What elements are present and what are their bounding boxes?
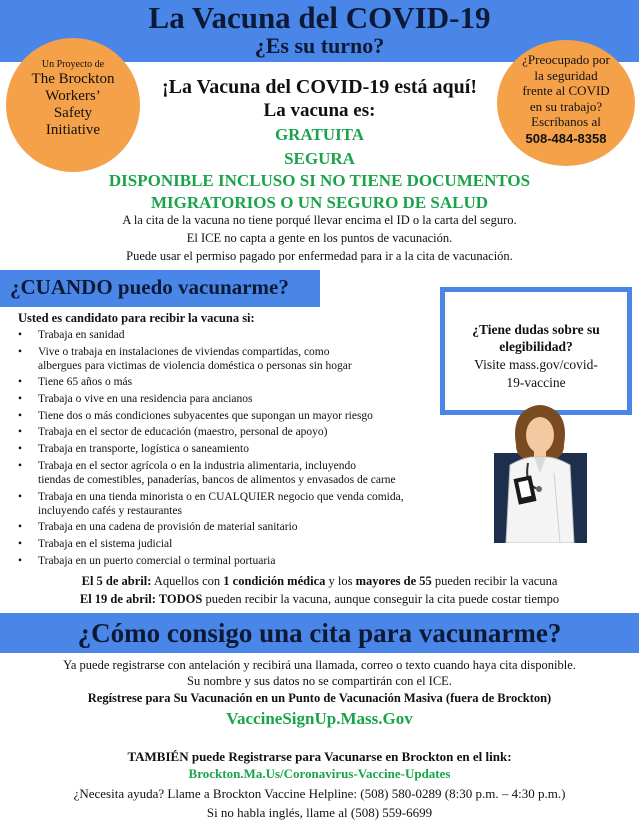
april-5-line <box>0 573 639 589</box>
april-5-text: y los <box>325 574 356 588</box>
vaccine-here-headline: ¡La Vacuna del COVID-19 está aquí! <box>161 76 478 98</box>
page-subtitle: ¿Es su turno? <box>254 33 385 58</box>
april-5-condition: 1 condición médica <box>223 574 326 588</box>
april-5-date: El 5 de abril: <box>81 574 152 588</box>
april-19-everyone: TODOS <box>155 592 203 606</box>
criteria-text: • Tiene dos o más condiciones subyacentes que supongan un mayor riesgo <box>38 409 373 422</box>
project-line: Workers’ <box>45 88 101 104</box>
helpline-note: ¿Necesita ayuda? Llame a Brockton Vaccine Helpline: (508) 580-0289 (8:30 p.m. – 4:30 p.m.) <box>73 786 566 801</box>
list-item <box>18 490 488 518</box>
available-line-2: MIGRATORIOS O UN SEGURO DE SALUD <box>150 193 489 212</box>
criteria-list <box>18 328 488 570</box>
brockton-link[interactable]: Brockton.Ma.Us/Coronavirus-Vaccine-Updates <box>188 766 451 781</box>
candidate-title: Usted es candidato para recibir la vacuna si: <box>18 311 255 325</box>
vaccine-is-label: La vacuna es: <box>263 100 376 121</box>
list-item <box>18 425 488 439</box>
contact-line: ¿Preocupado por <box>522 52 610 67</box>
sick-leave-note: Puede usar el permiso pagado por enfermedad para ir a la cita de vacunación. <box>126 249 513 263</box>
available-line-1: DISPONIBLE INCLUSO SI NO TIENE DOCUMENTOS <box>108 171 531 190</box>
list-item <box>18 375 488 389</box>
stethoscope-bell-icon <box>536 486 542 492</box>
april-19-text: pueden recibir la vacuna, aunque conseguir la cita puede costar tiempo <box>202 592 560 606</box>
preregister-note: Ya puede registrarse con antelación y recibirá una llamada, correo o texto cuando haya cita disponible. <box>63 658 576 672</box>
april-5-age: mayores de 55 <box>355 574 432 588</box>
project-line: The Brockton <box>31 71 115 87</box>
contact-line: la seguridad <box>534 67 598 83</box>
criteria-text: • Trabaja en una tienda minorista o en CUALQUIER negocio que venda comida, <box>38 490 404 503</box>
doctor-illustration <box>494 393 587 543</box>
list-item <box>18 442 488 456</box>
contact-line: frente al COVID <box>522 83 610 98</box>
contact-line: en su trabajo? <box>529 98 603 114</box>
page-title: La Vacuna del COVID-19 <box>148 0 491 35</box>
april-19-date: El 19 de abril: <box>79 592 156 606</box>
ice-note: El ICE no capta a gente en los puntos de vacunación. <box>186 231 453 245</box>
contact-line: Escríbanos al <box>531 114 601 129</box>
criteria-text: • Tiene 65 años o más <box>38 376 133 389</box>
list-item <box>18 537 488 551</box>
list-item <box>18 520 488 534</box>
how-heading: ¿Cómo consigo una cita para vacunarme? <box>77 618 562 648</box>
eligibility-question-2: elegibilidad? <box>499 339 573 354</box>
list-item <box>18 328 488 342</box>
criteria-text: • Trabaja en el sector agrícola o en la industria alimentaria, incluyendo <box>38 459 356 472</box>
free-label: GRATUITA <box>274 125 365 144</box>
vaccine-signup-link[interactable]: VaccineSignUp.Mass.Gov <box>226 709 413 728</box>
safe-label: SEGURA <box>284 149 355 168</box>
privacy-note: Su nombre y sus datos no se compartirán con el ICE. <box>187 674 452 688</box>
when-banner <box>0 270 320 307</box>
id-note: A la cita de la vacuna no tiene porqué llevar encima el ID o la carta del seguro. <box>122 213 517 227</box>
april-5-text: Aquellos con <box>151 574 224 588</box>
eligibility-link-1[interactable]: Visite mass.gov/covid- <box>474 357 598 372</box>
criteria-text: • Trabaja en transporte, logística o saneamiento <box>38 443 249 456</box>
list-item <box>18 554 488 568</box>
criteria-text: • Trabaja en sanidad <box>38 329 125 341</box>
criteria-text: • Trabaja en un puerto comercial o terminal portuaria <box>38 554 276 567</box>
criteria-text: • Trabaja o vive en una residencia para ancianos <box>38 393 253 406</box>
doctor-face <box>526 417 554 453</box>
criteria-text: • Trabaja en una cadena de provisión de material sanitario <box>38 521 298 534</box>
april-5-text: pueden recibir la vacuna <box>431 574 558 588</box>
list-item <box>18 392 488 406</box>
criteria-text: albergues para victimas de violencia doméstica o personas sin hogar <box>38 359 352 372</box>
eligibility-link-2[interactable]: 19-vaccine <box>506 375 566 390</box>
criteria-text: • Trabaja en el sistema judicial <box>38 537 173 550</box>
criteria-text: tiendas de comestibles, panaderías, bancos de alimentos y envasados de carne <box>38 473 396 486</box>
april-19-line <box>0 591 639 607</box>
list-item <box>18 409 488 423</box>
criteria-text: incluyendo cafés y restaurantes <box>38 504 183 517</box>
project-line: Initiative <box>45 122 101 138</box>
non-english-note: Si no habla inglés, llame al (508) 559-6699 <box>206 805 433 820</box>
when-heading: ¿CUANDO puedo vacunarme? <box>10 275 289 299</box>
list-item <box>18 459 488 487</box>
project-badge-small: Un Proyecto de <box>41 59 105 70</box>
contact-phone[interactable]: 508-484-8358 <box>525 131 607 146</box>
mass-vaccination-note: Regístrese para Su Vacunación en un Punto de Vacunación Masiva (fuera de Brockton) <box>87 691 552 705</box>
brockton-register-note: TAMBIÉN puede Registrarse para Vacunarse en Brockton en el link: <box>127 749 512 764</box>
eligibility-question-1: ¿Tiene dudas sobre su <box>472 322 600 337</box>
project-line: Safety <box>53 105 93 121</box>
criteria-text: • Trabaja en el sector de educación (maestro, personal de apoyo) <box>38 426 328 439</box>
criteria-text: • Vive o trabaja en instalaciones de viviendas compartidas, como <box>38 345 330 358</box>
how-banner <box>0 613 639 653</box>
list-item <box>18 345 488 373</box>
